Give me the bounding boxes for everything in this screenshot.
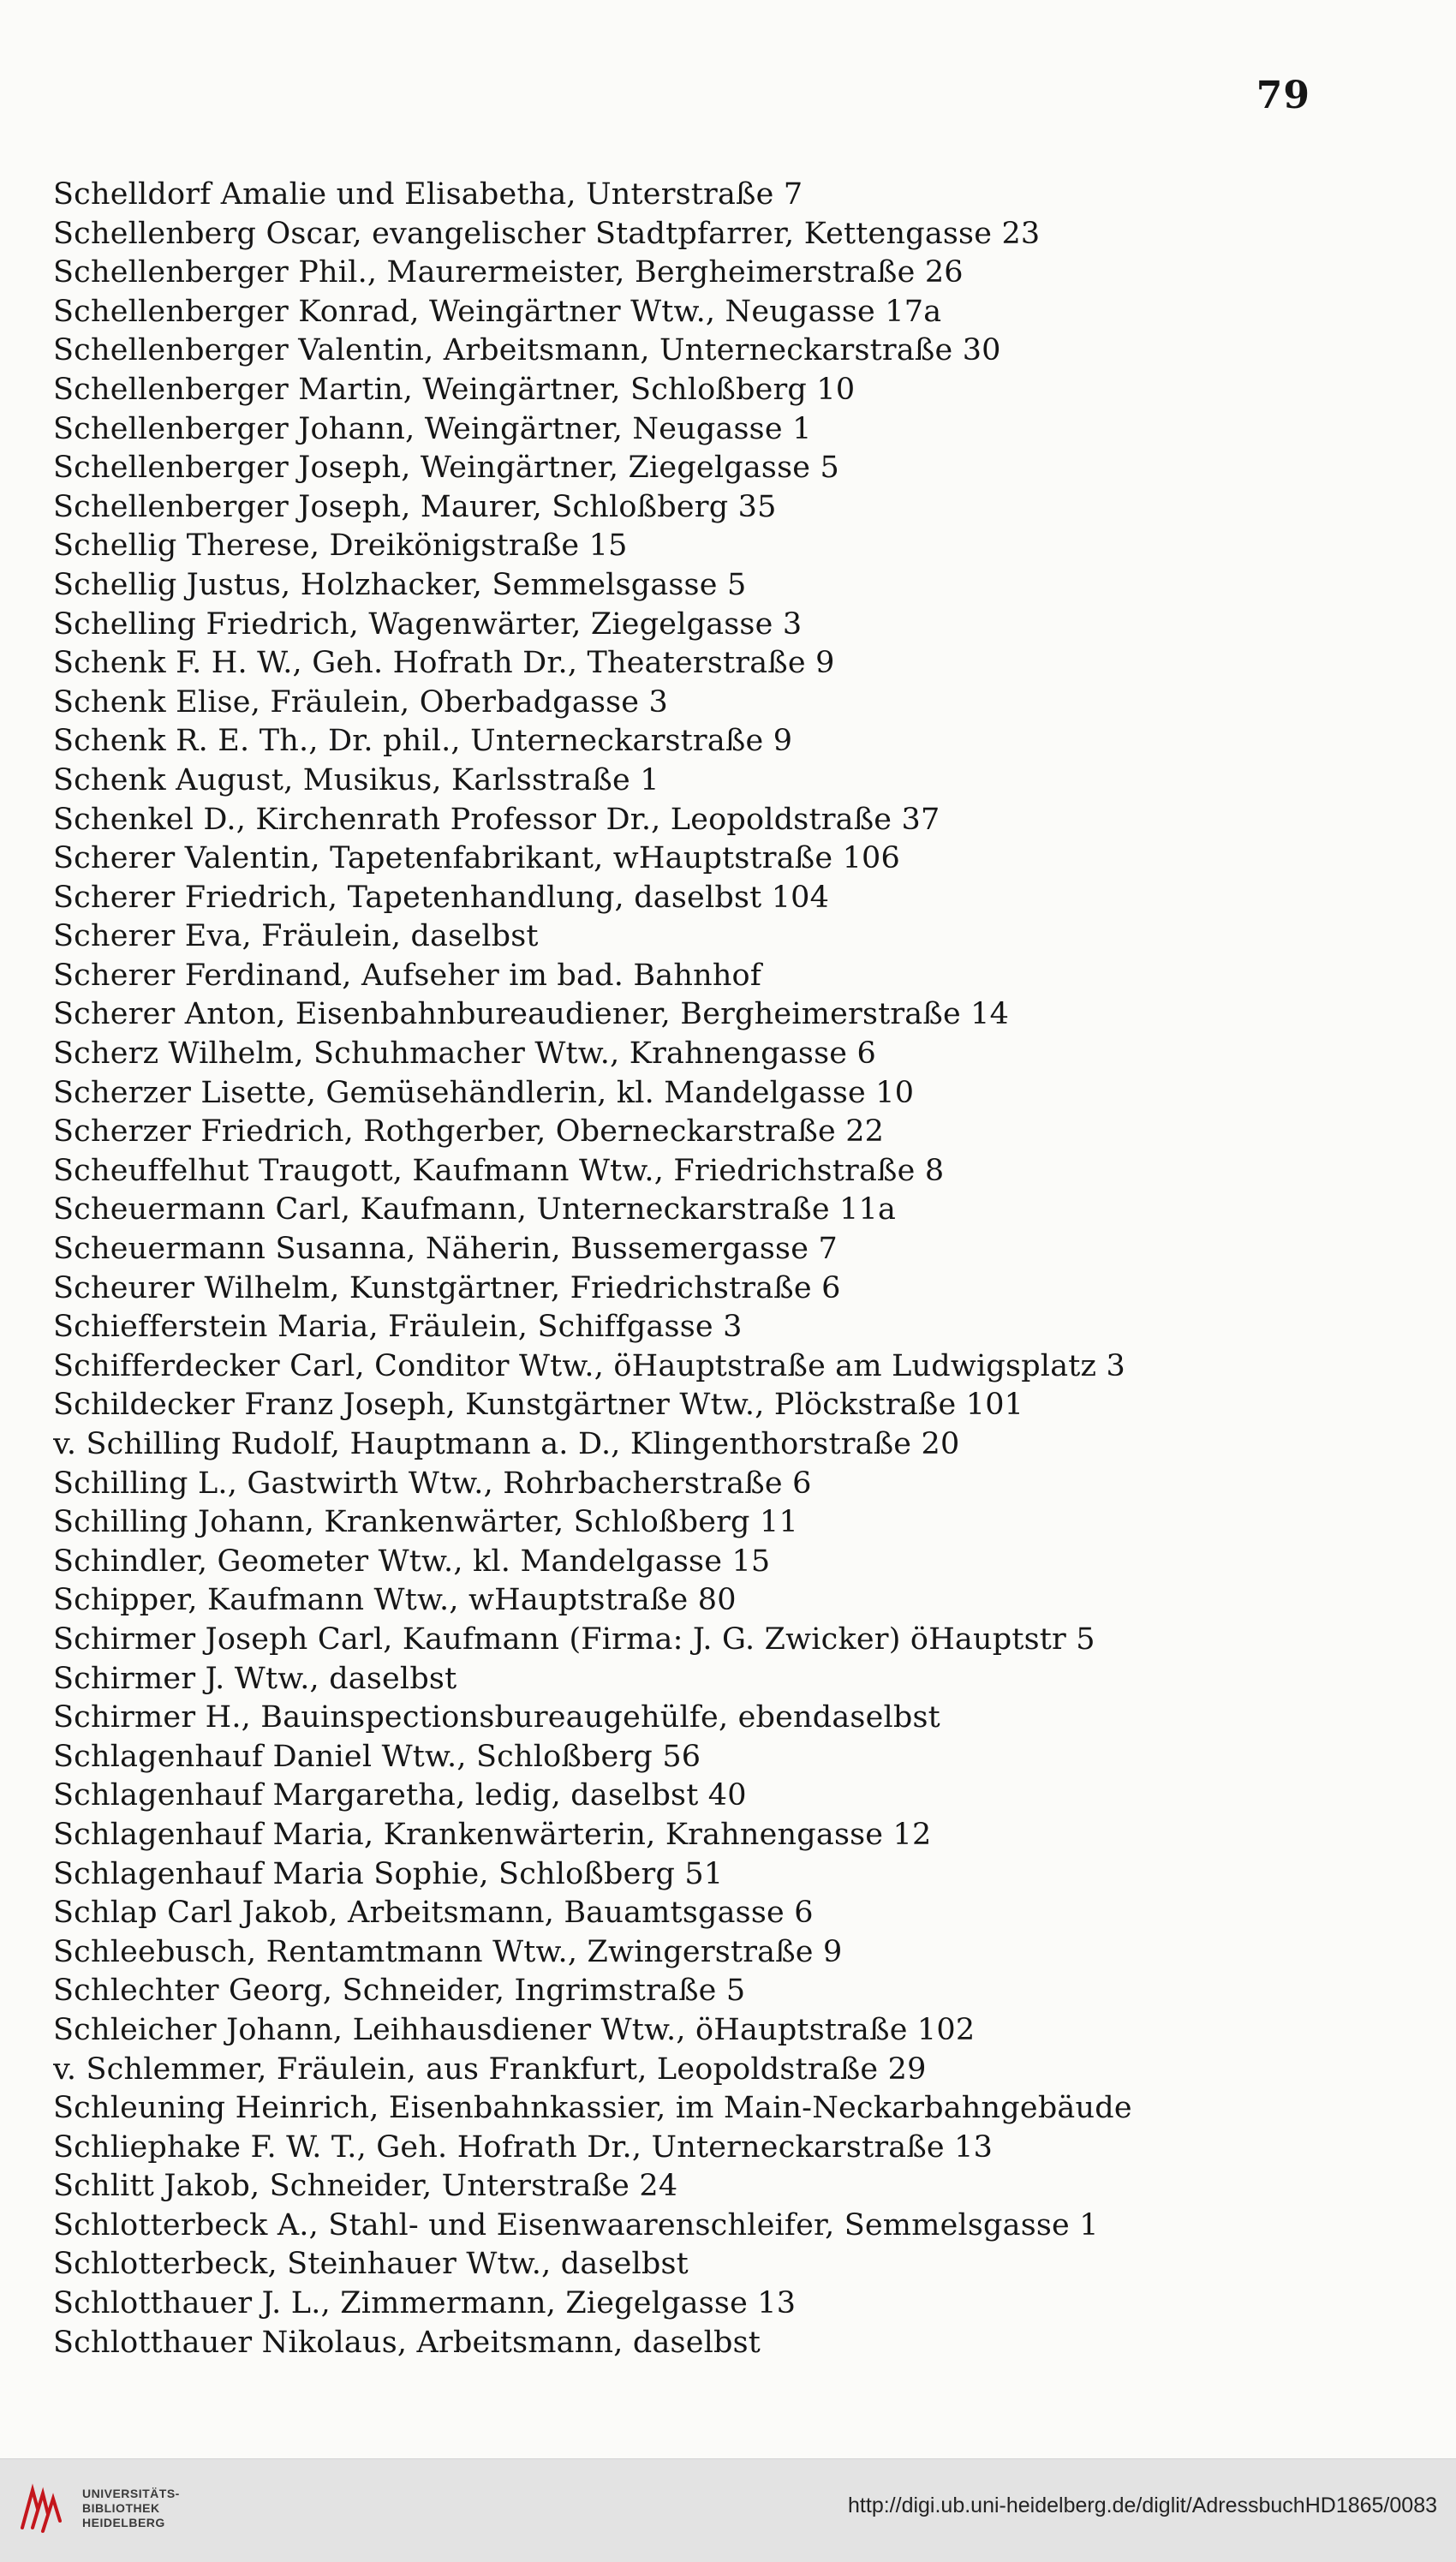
directory-entry: Schenk August, Musikus, Karlsstraße 1 (53, 762, 659, 797)
directory-entry: Schliephake F. W. T., Geh. Hofrath Dr., Unterneckarstraße 13 (53, 2129, 994, 2165)
directory-entry: Schilling Johann, Krankenwärter, Schloßberg 11 (53, 1505, 798, 1540)
directory-entry: Schiefferstein Maria, Fräulein, Schiffgasse 3 (53, 1310, 743, 1345)
directory-entry: Schleicher Johann, Leihhausdiener Wtw., öHauptstraße 102 (53, 2012, 976, 2047)
directory-entry: Scherz Wilhelm, Schuhmacher Wtw., Krahnengasse 6 (53, 1036, 876, 1072)
directory-entry: Schellenberger Johann, Weingärtner, Neugasse 1 (53, 411, 812, 446)
directory-entry: Scherzer Friedrich, Rothgerber, Oberneckarstraße 22 (53, 1114, 885, 1150)
page-number: 79 (1256, 74, 1310, 117)
directory-entries (53, 176, 1389, 2362)
directory-entry: Schellig Therese, Dreikönigstraße 15 (53, 529, 628, 564)
directory-entry: Scheuermann Susanna, Näherin, Bussemergasse 7 (53, 1232, 838, 1267)
logo-line: UNIVERSITÄTS- (82, 2487, 180, 2500)
directory-entry: Scherer Anton, Eisenbahnbureaudiener, Bergheimerstraße 14 (53, 997, 1010, 1032)
directory-entry: Schlotterbeck A., Stahl- und Eisenwaarenschleifer, Semmelsgasse 1 (53, 2207, 1099, 2242)
university-library-logo-icon (15, 2483, 69, 2536)
directory-entry: Scherer Friedrich, Tapetenhandlung, daselbst 104 (53, 880, 830, 915)
directory-entry: Schlotthauer Nikolaus, Arbeitsmann, daselbst (53, 2325, 761, 2360)
directory-entry: Schlotthauer J. L., Zimmermann, Ziegelgasse 13 (53, 2286, 797, 2321)
directory-entry: Scherer Valentin, Tapetenfabrikant, wHauptstraße 106 (53, 841, 900, 876)
directory-entry: Schilling L., Gastwirth Wtw., Rohrbacherstraße 6 (53, 1466, 812, 1501)
directory-entry: Schirmer H., Bauinspectionsbureaugehülfe, ebendaselbst (53, 1700, 940, 1735)
directory-entry: Scherzer Lisette, Gemüsehändlerin, kl. Mandelgasse 10 (53, 1075, 915, 1110)
directory-entry: Schleuning Heinrich, Eisenbahnkassier, im Main-Neckarbahngebäude (53, 2091, 1132, 2126)
directory-entry: Schellenberger Valentin, Arbeitsmann, Unterneckarstraße 30 (53, 333, 1001, 368)
directory-entry: Schelldorf Amalie und Elisabetha, Unterstraße 7 (53, 177, 803, 212)
permalink-url[interactable]: http://digi.ub.uni-heidelberg.de/diglit/AdressbuchHD1865/0083 (848, 2493, 1437, 2517)
directory-entry: v. Schlemmer, Fräulein, aus Frankfurt, Leopoldstraße 29 (53, 2051, 927, 2087)
directory-entry: Schildecker Franz Joseph, Kunstgärtner Wtw., Plöckstraße 101 (53, 1388, 1024, 1423)
directory-entry: Schleebusch, Rentamtmann Wtw., Zwingerstraße 9 (53, 1934, 843, 1969)
viewer-footer (0, 2458, 1456, 2562)
directory-entry: Scheuermann Carl, Kaufmann, Unterneckarstraße 11a (53, 1192, 897, 1227)
directory-entry: Schellenberger Joseph, Weingärtner, Ziegelgasse 5 (53, 451, 839, 486)
directory-entry: Schirmer J. Wtw., daselbst (53, 1661, 457, 1696)
directory-entry: Schenkel D., Kirchenrath Professor Dr., Leopoldstraße 37 (53, 802, 940, 837)
directory-entry: Schlagenhauf Margaretha, ledig, daselbst 40 (53, 1778, 747, 1813)
directory-entry: Schellig Justus, Holzhacker, Semmelsgasse 5 (53, 567, 747, 602)
directory-entry: Schenk Elise, Fräulein, Oberbadgasse 3 (53, 684, 669, 720)
directory-entry: Scherer Ferdinand, Aufseher im bad. Bahnhof (53, 958, 761, 993)
logo-line: HEIDELBERG (82, 2516, 165, 2529)
directory-entry: Schindler, Geometer Wtw., kl. Mandelgasse 15 (53, 1544, 771, 1579)
directory-entry: Schlitt Jakob, Schneider, Unterstraße 24 (53, 2169, 678, 2204)
directory-entry: Schenk R. E. Th., Dr. phil., Unterneckarstraße 9 (53, 724, 793, 759)
directory-entry: Schlagenhauf Maria Sophie, Schloßberg 51 (53, 1856, 724, 1891)
directory-entry: Schirmer Joseph Carl, Kaufmann (Firma: J. G. Zwicker) öHauptstr 5 (53, 1621, 1095, 1657)
directory-entry: Schifferdecker Carl, Conditor Wtw., öHauptstraße am Ludwigsplatz 3 (53, 1348, 1125, 1383)
directory-entry: Schellenberger Joseph, Maurer, Schloßberg 35 (53, 489, 777, 524)
directory-entry: Schlotterbeck, Steinhauer Wtw., daselbst (53, 2247, 689, 2282)
directory-entry: Scherer Eva, Fräulein, daselbst (53, 919, 539, 954)
directory-entry: Schlagenhauf Daniel Wtw., Schloßberg 56 (53, 1739, 701, 1774)
directory-entry: Schenk F. H. W., Geh. Hofrath Dr., Theaterstraße 9 (53, 646, 835, 681)
directory-entry: Schelling Friedrich, Wagenwärter, Ziegelgasse 3 (53, 606, 803, 642)
directory-entry: Schellenberger Phil., Maurermeister, Bergheimerstraße 26 (53, 255, 964, 290)
logo-line: BIBLIOTHEK (82, 2501, 160, 2515)
directory-entry: Scheurer Wilhelm, Kunstgärtner, Friedrichstraße 6 (53, 1270, 841, 1305)
directory-entry: Schellenberg Oscar, evangelischer Stadtpfarrer, Kettengasse 23 (53, 216, 1041, 251)
directory-entry: Schlechter Georg, Schneider, Ingrimstraße 5 (53, 1974, 746, 2009)
directory-entry: Scheuffelhut Traugott, Kaufmann Wtw., Friedrichstraße 8 (53, 1153, 945, 1188)
directory-entry: Schellenberger Konrad, Weingärtner Wtw., Neugasse 17a (53, 294, 942, 329)
directory-entry: v. Schilling Rudolf, Hauptmann a. D., Klingenthorstraße 20 (53, 1427, 960, 1461)
directory-entry: Schlagenhauf Maria, Krankenwärterin, Krahnengasse 12 (53, 1817, 932, 1852)
library-logo-text (82, 2487, 180, 2530)
directory-entry: Schlap Carl Jakob, Arbeitsmann, Bauamtsgasse 6 (53, 1896, 814, 1931)
directory-entry: Schipper, Kaufmann Wtw., wHauptstraße 80 (53, 1583, 737, 1618)
directory-entry: Schellenberger Martin, Weingärtner, Schloßberg 10 (53, 372, 856, 407)
